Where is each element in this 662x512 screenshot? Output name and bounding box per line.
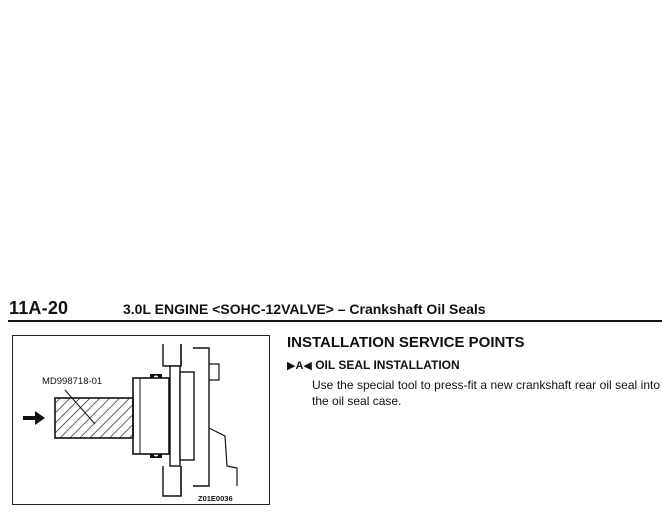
instruction-text: Use the special tool to press-fit a new crankshaft rear oil seal into the oil seal case. [312,378,660,408]
section-title: INSTALLATION SERVICE POINTS [287,334,525,351]
oil-seal-tool-illustration [13,336,271,506]
subsection-title: OIL SEAL INSTALLATION [315,358,460,372]
installation-figure [12,335,270,505]
step-marker: ▶A◀ [287,360,312,372]
subsection-heading [287,358,460,372]
header-title: 3.0L ENGINE <SOHC-12VALVE> – Crankshaft Oil Seals [123,301,486,317]
page-header [0,298,662,322]
page-number: 11A-20 [9,298,69,318]
figure-code: Z01E0036 [198,494,233,503]
tool-label: MD998718-01 [42,376,103,387]
header-rule [8,320,662,322]
